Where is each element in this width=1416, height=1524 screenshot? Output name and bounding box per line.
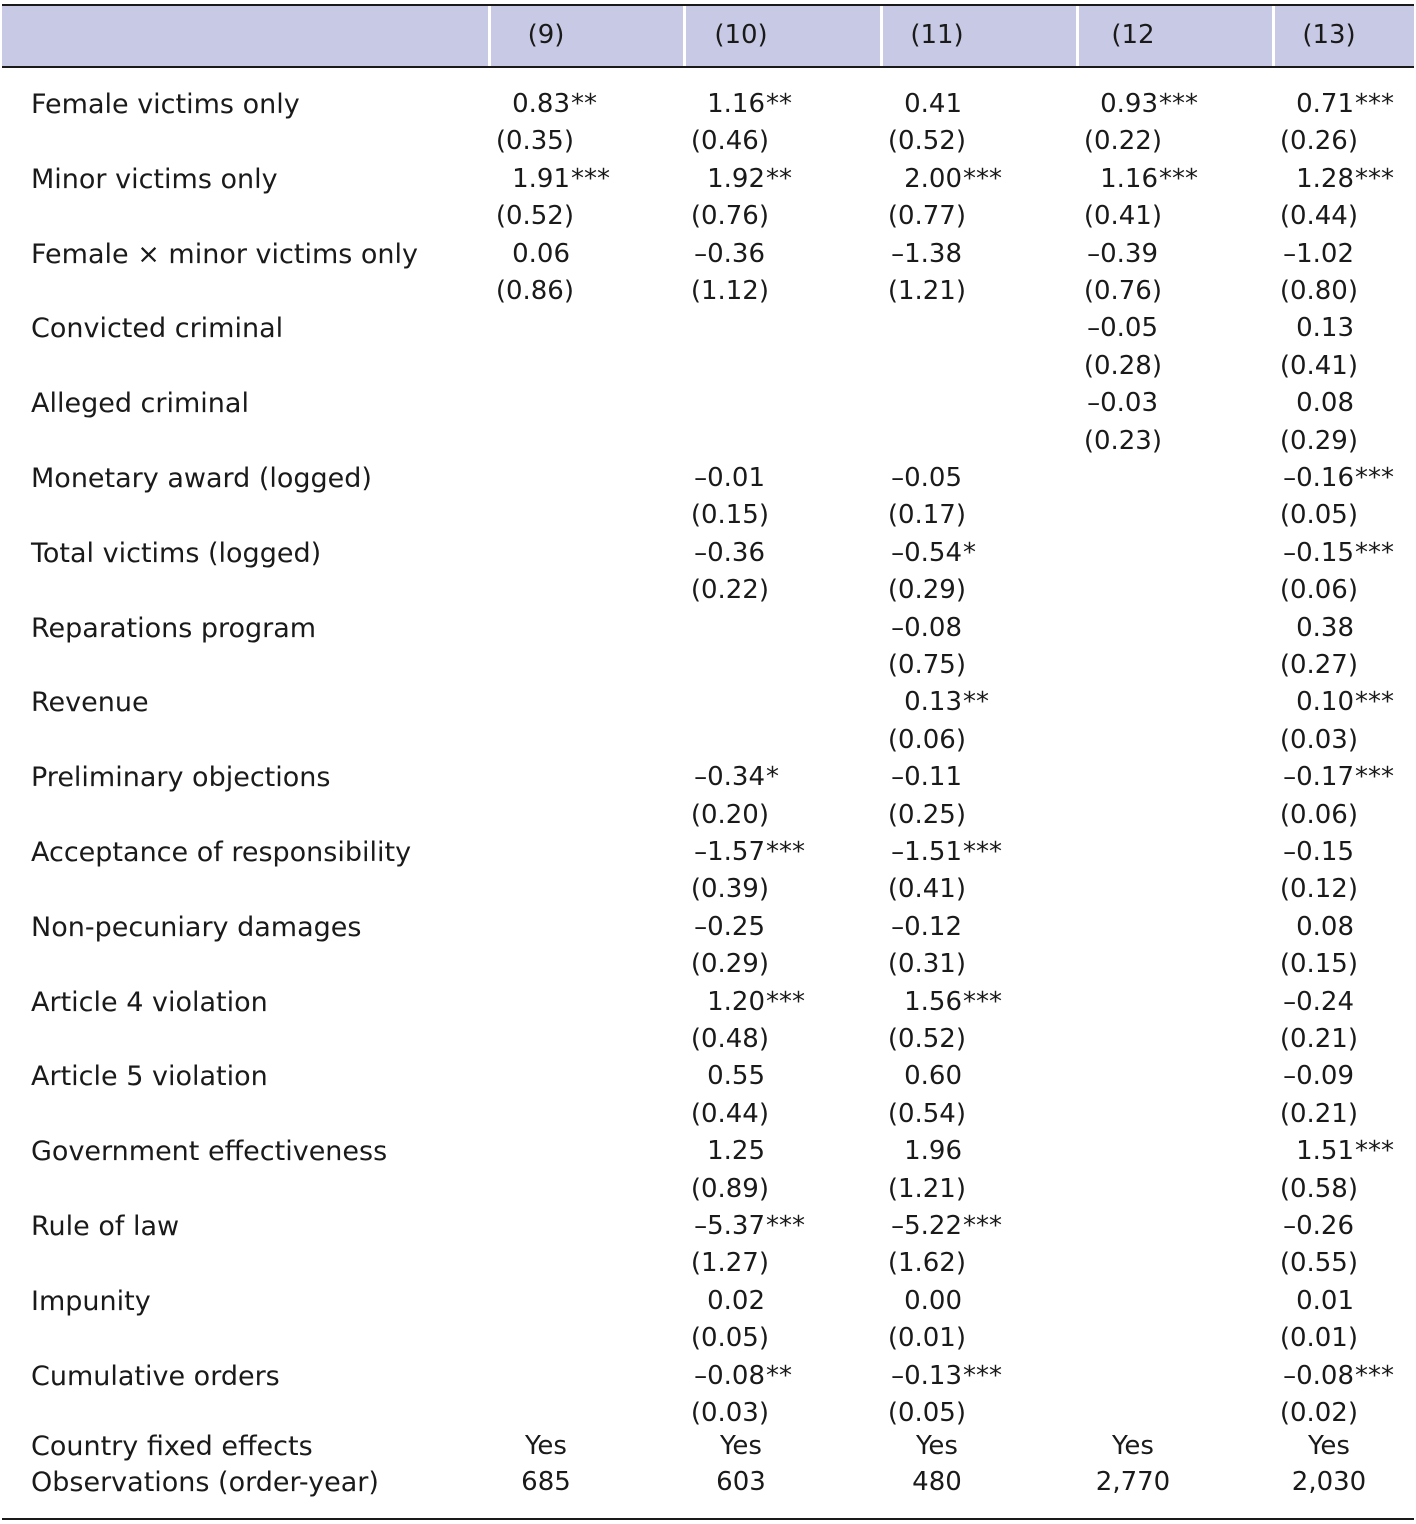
coefficient-value: –0.01 [694, 463, 765, 493]
table-row [2, 1283, 1414, 1320]
coefficient-value: –1.51 [891, 837, 962, 867]
standard-error-value: (0.20) [690, 799, 769, 830]
coefficient-value: –5.22 [891, 1211, 962, 1241]
standard-error-value: (0.01) [1279, 1323, 1358, 1354]
standard-error-value: (0.75) [887, 650, 966, 680]
table-row-se [2, 497, 1414, 534]
standard-error-value: (1.62) [887, 1248, 966, 1279]
standard-error-value: (0.77) [887, 201, 966, 232]
standard-error-value: (0.86) [495, 276, 574, 306]
significance-stars: *** [963, 1360, 1002, 1391]
coefficient-value: –0.17 [1283, 762, 1354, 793]
row-label: Rule of law [31, 1211, 180, 1242]
standard-error-value: (0.22) [1083, 126, 1162, 157]
standard-error-value: (0.22) [690, 575, 769, 606]
footer-row [2, 1464, 1414, 1501]
table-row-se [2, 1320, 1414, 1357]
row-label: Acceptance of responsibility [31, 837, 412, 868]
row-label: Government effectiveness [31, 1136, 388, 1168]
table-row-se [2, 198, 1414, 235]
footer-value: Yes [720, 1431, 762, 1461]
row-label: Preliminary objections [31, 762, 331, 794]
table-row-se [2, 946, 1414, 983]
row-label: Alleged criminal [31, 388, 249, 420]
table-row-se [2, 647, 1414, 684]
standard-error-value: (0.35) [495, 126, 574, 157]
significance-stars: *** [766, 837, 805, 867]
coefficient-value: 0.01 [1296, 1285, 1354, 1316]
significance-stars: *** [963, 986, 1002, 1017]
significance-stars: *** [1355, 89, 1394, 119]
significance-stars: * [766, 762, 779, 793]
standard-error-value: (0.15) [690, 500, 769, 531]
coefficient-value: 2.00 [904, 163, 962, 194]
significance-stars: ** [571, 89, 597, 119]
standard-error-value: (0.29) [887, 575, 966, 606]
footer-value: 2,030 [1291, 1467, 1367, 1497]
column-header: (13) [1302, 20, 1356, 50]
footer-value: 685 [521, 1467, 571, 1497]
standard-error-value: (0.21) [1279, 1024, 1358, 1054]
coefficient-value: 0.83 [512, 89, 570, 119]
coefficient-value: 1.16 [707, 89, 765, 119]
coefficient-value: 0.71 [1296, 89, 1354, 119]
footer-value: 603 [716, 1467, 766, 1497]
coefficient-value: –0.36 [694, 238, 765, 269]
significance-stars: *** [766, 986, 805, 1017]
row-label: Cumulative orders [31, 1360, 280, 1392]
coefficient-value: 0.38 [1296, 612, 1354, 643]
coefficient-value: –0.12 [891, 911, 962, 942]
standard-error-value: (0.44) [690, 1098, 769, 1129]
standard-error-value: (0.41) [1279, 350, 1358, 381]
standard-error-value: (0.21) [1279, 1098, 1358, 1129]
standard-error-value: (0.25) [887, 799, 966, 830]
coefficient-value: –1.02 [1283, 238, 1354, 269]
standard-error-value: (0.03) [690, 1398, 769, 1428]
significance-stars: *** [1355, 1360, 1394, 1391]
standard-error-value: (0.05) [887, 1398, 966, 1428]
standard-error-value: (0.52) [495, 201, 574, 232]
significance-stars: *** [1355, 463, 1394, 493]
coefficient-value: 0.60 [904, 1061, 962, 1092]
coefficient-value: 1.92 [707, 163, 765, 194]
standard-error-value: (0.05) [690, 1323, 769, 1354]
column-header-row [2, 6, 1414, 66]
coefficient-value: –0.03 [1087, 388, 1158, 419]
table-row [2, 684, 1414, 721]
significance-stars: *** [963, 1211, 1002, 1241]
column-header: (12 [1111, 20, 1155, 50]
standard-error-value: (0.76) [1083, 276, 1162, 306]
coefficient-value: 0.41 [904, 89, 962, 119]
significance-stars: *** [1159, 89, 1198, 119]
standard-error-value: (1.21) [887, 1173, 966, 1204]
footer-value: Yes [1308, 1431, 1350, 1461]
coefficient-value: –0.15 [1283, 537, 1354, 568]
table-row-se [2, 1171, 1414, 1208]
coefficient-value: –0.09 [1283, 1061, 1354, 1092]
standard-error-value: (1.27) [690, 1248, 769, 1279]
coefficient-value: 0.00 [904, 1285, 962, 1316]
footer-value: 2,770 [1095, 1467, 1171, 1497]
standard-error-value: (0.28) [1083, 350, 1162, 381]
standard-error-value: (0.44) [1279, 201, 1358, 232]
column-header: (11) [910, 20, 964, 50]
standard-error-value: (0.26) [1279, 126, 1358, 157]
coefficient-value: 0.10 [1296, 687, 1354, 718]
significance-stars: *** [1159, 163, 1198, 194]
table-row [2, 984, 1414, 1021]
coefficient-value: –0.25 [694, 911, 765, 942]
standard-error-value: (1.12) [690, 276, 769, 306]
standard-error-value: (0.27) [1279, 650, 1358, 680]
coefficient-value: 1.20 [707, 986, 765, 1017]
coefficient-value: –1.38 [891, 238, 962, 269]
standard-error-value: (0.39) [690, 874, 769, 905]
standard-error-value: (0.17) [887, 500, 966, 531]
standard-error-value: (0.55) [1279, 1248, 1358, 1279]
table-row-se [2, 871, 1414, 908]
standard-error-value: (0.06) [1279, 575, 1358, 606]
coefficient-value: –0.36 [694, 537, 765, 568]
table-row [2, 460, 1414, 497]
coefficient-value: –0.15 [1283, 837, 1354, 867]
coefficient-value: –0.05 [1087, 313, 1158, 344]
footer-value: Yes [525, 1431, 567, 1461]
standard-error-value: (0.76) [690, 201, 769, 232]
row-label: Monetary award (logged) [31, 463, 372, 494]
footer-value: Yes [916, 1431, 958, 1461]
standard-error-value: (0.89) [690, 1173, 769, 1204]
table-row [2, 310, 1414, 347]
coefficient-value: 1.56 [904, 986, 962, 1017]
footer-value: 480 [912, 1467, 962, 1497]
standard-error-value: (0.29) [690, 949, 769, 980]
table-row-se [2, 123, 1414, 160]
table-row-se [2, 423, 1414, 460]
standard-error-value: (0.48) [690, 1024, 769, 1054]
standard-error-value: (0.31) [887, 949, 966, 980]
significance-stars: ** [963, 687, 989, 718]
row-label: Article 4 violation [31, 986, 268, 1018]
footer-row [2, 1428, 1414, 1465]
coefficient-value: 1.28 [1296, 163, 1354, 194]
coefficient-value: –0.54 [891, 537, 962, 568]
coefficient-value: 0.08 [1296, 388, 1354, 419]
coefficient-value: 0.08 [1296, 911, 1354, 942]
significance-stars: *** [766, 1211, 805, 1241]
coefficient-value: –0.24 [1283, 986, 1354, 1017]
significance-stars: ** [766, 89, 792, 119]
table-row [2, 909, 1414, 946]
significance-stars: * [963, 537, 976, 568]
column-header: (9) [527, 20, 565, 50]
coefficient-value: 0.93 [1100, 89, 1158, 119]
table-row-se [2, 1395, 1414, 1432]
standard-error-value: (0.06) [1279, 799, 1358, 830]
table-row [2, 236, 1414, 273]
coefficient-value: –0.16 [1283, 463, 1354, 493]
table-row [2, 1208, 1414, 1245]
table-row-se [2, 722, 1414, 759]
coefficient-value: –0.08 [694, 1360, 765, 1391]
standard-error-value: (0.23) [1083, 425, 1162, 456]
table-row [2, 834, 1414, 871]
row-label: Convicted criminal [31, 313, 284, 345]
standard-error-value: (0.41) [1083, 201, 1162, 232]
row-label: Minor victims only [31, 163, 278, 195]
row-label: Article 5 violation [31, 1061, 268, 1093]
standard-error-value: (0.41) [887, 874, 966, 905]
row-label: Revenue [31, 687, 149, 719]
coefficient-value: –0.08 [1283, 1360, 1354, 1391]
coefficient-value: 0.55 [707, 1061, 765, 1092]
significance-stars: *** [1355, 163, 1394, 194]
coefficient-value: 0.13 [1296, 313, 1354, 344]
table-row [2, 86, 1414, 123]
coefficient-value: 1.91 [512, 163, 570, 194]
standard-error-value: (0.12) [1279, 874, 1358, 905]
standard-error-value: (0.05) [1279, 500, 1358, 531]
coefficient-value: –0.13 [891, 1360, 962, 1391]
coefficient-value: 0.06 [512, 238, 570, 269]
standard-error-value: (1.21) [887, 276, 966, 306]
coefficient-value: –0.39 [1087, 238, 1158, 269]
footer-label: Observations (order-year) [31, 1467, 379, 1498]
coefficient-value: –0.08 [891, 612, 962, 643]
table-row-se [2, 1021, 1414, 1058]
table-row-se [2, 797, 1414, 834]
coefficient-value: –0.05 [891, 463, 962, 493]
significance-stars: *** [1355, 687, 1394, 718]
table-row [2, 385, 1414, 422]
standard-error-value: (0.02) [1279, 1398, 1358, 1428]
table-body [2, 68, 1414, 1520]
table-row-se [2, 1245, 1414, 1282]
coefficient-value: –0.26 [1283, 1211, 1354, 1241]
coefficient-value: –0.34 [694, 762, 765, 793]
significance-stars: *** [571, 163, 610, 194]
coefficient-value: 1.51 [1296, 1136, 1354, 1167]
significance-stars: ** [766, 1360, 792, 1391]
significance-stars: *** [1355, 762, 1394, 793]
bottom-rule [2, 1518, 1414, 1520]
row-label: Female victims only [31, 89, 300, 120]
footer-label: Country fixed effects [31, 1431, 313, 1462]
row-label: Total victims (logged) [31, 537, 322, 569]
standard-error-value: (0.06) [887, 724, 966, 755]
column-header: (10) [714, 20, 768, 50]
significance-stars: *** [1355, 1136, 1394, 1167]
coefficient-value: –5.37 [694, 1211, 765, 1241]
standard-error-value: (0.01) [887, 1323, 966, 1354]
regression-table [2, 4, 1414, 1520]
standard-error-value: (0.15) [1279, 949, 1358, 980]
row-label: Reparations program [31, 612, 317, 644]
table-row-se [2, 572, 1414, 609]
table-row-se [2, 273, 1414, 310]
table-row [2, 535, 1414, 572]
table-row-se [2, 1096, 1414, 1133]
standard-error-value: (0.29) [1279, 425, 1358, 456]
coefficient-value: –0.11 [891, 762, 962, 793]
table-row-se [2, 348, 1414, 385]
table-row [2, 1133, 1414, 1170]
standard-error-value: (0.58) [1279, 1173, 1358, 1204]
significance-stars: *** [963, 163, 1002, 194]
significance-stars: *** [963, 837, 1002, 867]
table-row [2, 1358, 1414, 1395]
table-row [2, 759, 1414, 796]
coefficient-value: 0.02 [707, 1285, 765, 1316]
significance-stars: *** [1355, 537, 1394, 568]
standard-error-value: (0.03) [1279, 724, 1358, 755]
coefficient-value: 1.25 [707, 1136, 765, 1167]
standard-error-value: (0.54) [887, 1098, 966, 1129]
table-row [2, 610, 1414, 647]
coefficient-value: 1.16 [1100, 163, 1158, 194]
table-row [2, 1058, 1414, 1095]
standard-error-value: (0.52) [887, 1024, 966, 1054]
coefficient-value: –1.57 [694, 837, 765, 867]
row-label: Impunity [31, 1285, 151, 1317]
standard-error-value: (0.80) [1279, 276, 1358, 306]
coefficient-value: 0.13 [904, 687, 962, 718]
coefficient-value: 1.96 [904, 1136, 962, 1167]
row-label: Female × minor victims only [31, 238, 419, 270]
row-label: Non-pecuniary damages [31, 911, 362, 943]
table-row [2, 161, 1414, 198]
standard-error-value: (0.52) [887, 126, 966, 157]
standard-error-value: (0.46) [690, 126, 769, 157]
footer-value: Yes [1112, 1431, 1154, 1461]
significance-stars: ** [766, 163, 792, 194]
